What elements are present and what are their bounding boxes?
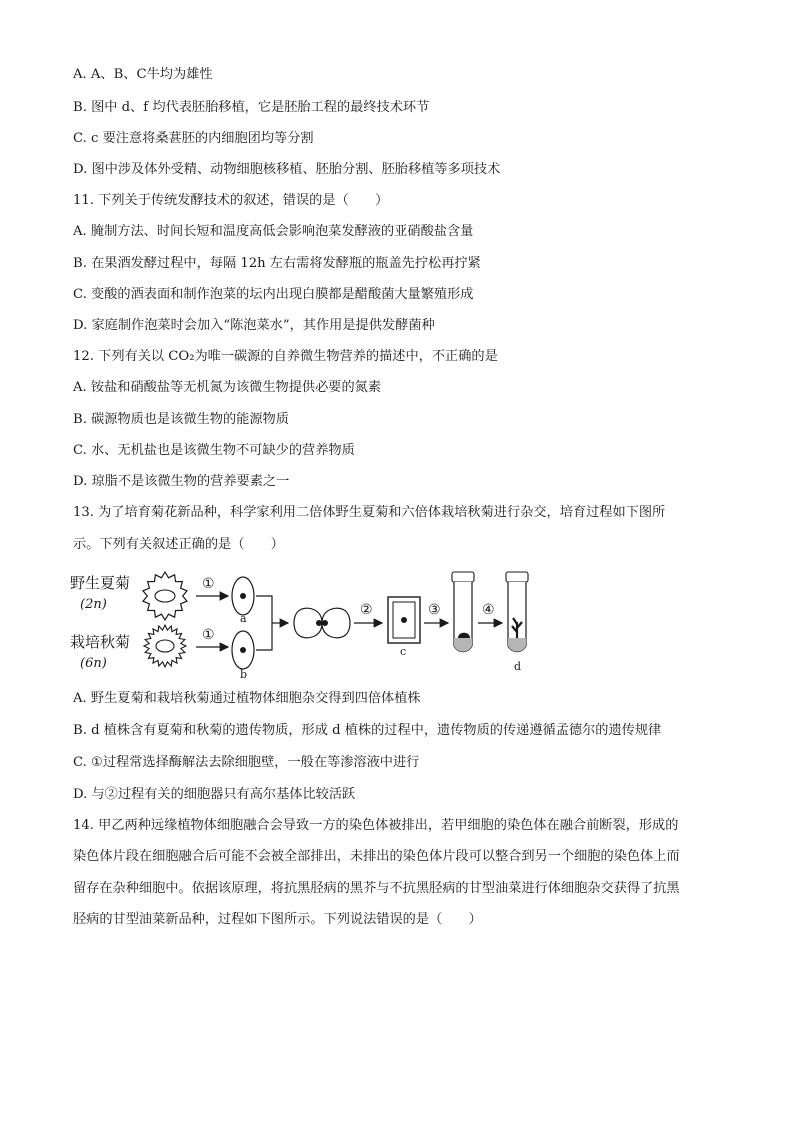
q11-option-c: C. 变酸的酒表面和制作泡菜的坛内出现白膜都是醋酸菌大量繁殖形成: [73, 287, 474, 302]
cultivated-plant-ploidy: (6n): [80, 656, 107, 671]
q12-option-a: A. 铵盐和硝酸盐等无机氮为该微生物提供必要的氮素: [73, 380, 382, 395]
q10-option-c: C. c 要注意将桑葚胚的内细胞团均等分割: [73, 131, 314, 146]
step-2-label: ②: [360, 602, 373, 618]
step-4-label: ④: [482, 602, 495, 618]
cultivated-plant-name: 栽培秋菊: [70, 633, 131, 651]
q14-stem-line1: 14. 甲乙两种远缘植物体细胞融合会导致一方的染色体被排出，若甲细胞的染色体在融合前断裂，形成的: [73, 818, 679, 833]
q10-option-d: D. 图中涉及体外受精、动物细胞核移植、胚胎分割、胚胎移植等多项技术: [73, 162, 501, 177]
fusion-bracket: [256, 596, 272, 650]
wild-plant-name: 野生夏菊: [70, 574, 131, 592]
step-1-label-bottom: ①: [202, 627, 215, 643]
tube-1-plug: [452, 572, 474, 582]
step-1-label-top: ①: [202, 576, 215, 592]
q12-stem: 12. 下列有关以 CO₂为唯一碳源的自养微生物营养的描述中，不正确的是: [73, 349, 498, 364]
fused-nucleus-1: [316, 620, 322, 626]
cultivated-flower-center: [156, 640, 174, 652]
fused-nucleus-2: [322, 620, 328, 626]
label-c: c: [400, 645, 407, 658]
label-a: a: [240, 612, 247, 625]
q13-option-a: A. 野生夏菊和栽培秋菊通过植物体细胞杂交得到四倍体植株: [73, 691, 421, 706]
hybrid-cell-nucleus: [401, 617, 407, 623]
q11-option-a: A. 腌制方法、时间长短和温度高低会影响泡菜发酵液的亚硝酸盐含量: [73, 224, 474, 239]
q14-stem-line3: 留存在杂种细胞中。依据该原理，将抗黑胫病的黑芥与不抗黑胫病的甘型油菜进行体细胞杂交获得了抗黑: [73, 881, 680, 896]
q11-option-b: B. 在果酒发酵过程中，每隔 12h 左右需将发酵瓶的瓶盖先拧松再拧紧: [73, 256, 481, 271]
q10-option-b: B. 图中 d、f 均代表胚胎移植，它是胚胎工程的最终技术环节: [73, 100, 430, 115]
label-d: d: [514, 660, 522, 673]
q11-stem: 11. 下列关于传统发酵技术的叙述，错误的是（ ）: [73, 193, 389, 208]
q14-stem-line2: 染色体片段在细胞融合后可能不会被全部排出，未排出的染色体片段可以整合到另一个细胞的染色体上而: [73, 849, 680, 864]
hybridization-diagram: [66, 566, 546, 681]
label-b: b: [240, 668, 248, 681]
q10-option-a: A. A、B、C牛均为雄性: [73, 67, 213, 82]
q12-option-b: B. 碳源物质也是该微生物的能源物质: [73, 412, 289, 427]
wild-plant-ploidy: (2n): [80, 597, 107, 612]
q13-stem-line2: 示。下列有关叙述正确的是（ ）: [73, 537, 284, 552]
protoplast-b-nucleus: [240, 647, 246, 653]
q14-stem-line4: 胫病的甘型油菜新品种，过程如下图所示。下列说法错误的是（ ）: [73, 912, 482, 927]
tube-2-plug: [506, 572, 528, 582]
wild-flower-center: [155, 590, 175, 602]
q12-option-c: C. 水、无机盐也是该微生物不可缺少的营养物质: [73, 443, 355, 458]
step-3-label: ③: [428, 602, 441, 618]
q13-option-b: B. d 植株含有夏菊和秋菊的遗传物质，形成 d 植株的过程中，遗传物质的传递遵循孟德尔的遗传规律: [73, 723, 662, 738]
q11-option-d: D. 家庭制作泡菜时会加入“陈泡菜水”，其作用是提供发酵菌种: [73, 318, 435, 333]
q13-option-c: C. ①过程常选择酶解法去除细胞壁，一般在等渗溶液中进行: [73, 755, 420, 770]
q13-stem-line1: 13. 为了培育菊花新品种，科学家利用二倍体野生夏菊和六倍体栽培秋菊进行杂交，培育过程如下图所: [73, 505, 666, 520]
q12-option-d: D. 琼脂不是该微生物的营养要素之一: [73, 474, 290, 489]
protoplast-a-nucleus: [240, 593, 246, 599]
q13-option-d: D. 与②过程有关的细胞器只有高尔基体比较活跃: [73, 787, 356, 802]
